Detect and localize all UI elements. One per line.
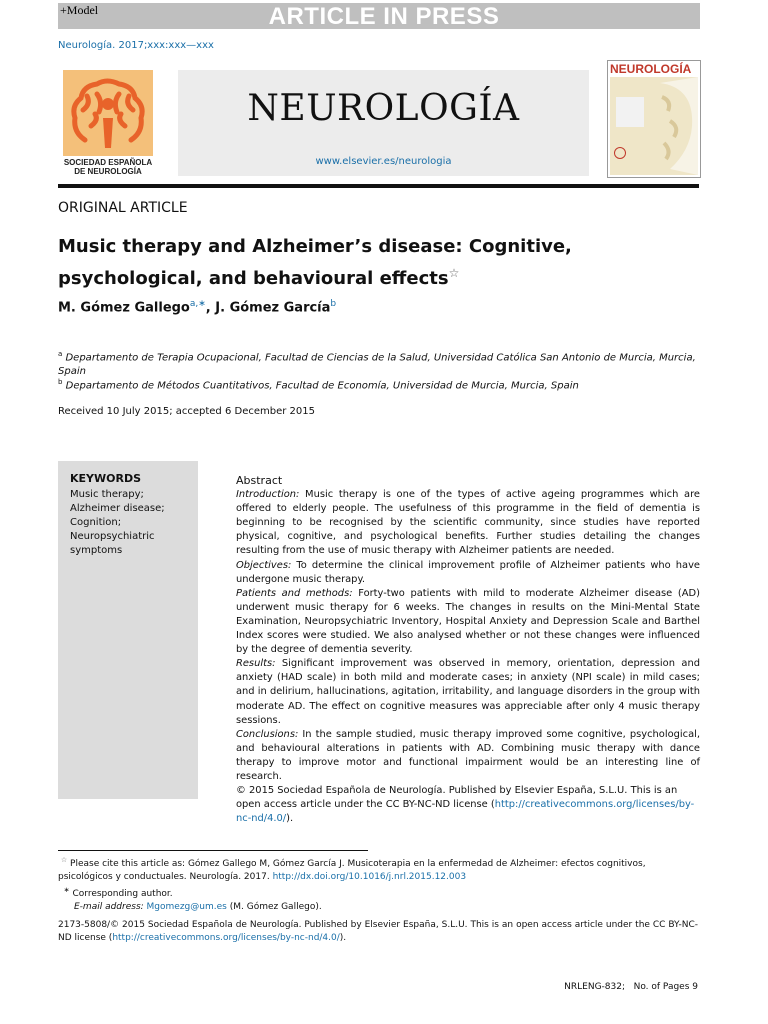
abstract-copyright (236, 784, 700, 826)
abstract-methods (236, 587, 700, 657)
keyword-item: Neuropsychiatric symptoms (70, 531, 155, 556)
doi-link[interactable]: http://dx.doi.org/10.1016/j.nrl.2015.12.003 (272, 872, 467, 882)
abstract-section-text: To determine the clinical improvement profile of Alzheimer patients who have undergone music therapy. (236, 559, 701, 585)
model-tag: +Model (60, 3, 99, 17)
keyword-item: Alzheimer disease; (70, 503, 165, 514)
email-label: E-mail address: (74, 902, 144, 912)
email-owner: (M. Gómez Gallego). (229, 902, 322, 912)
journal-cover-thumbnail (607, 60, 701, 178)
keyword-item: Music therapy; (70, 489, 144, 500)
affiliation-text: Departamento de Métodos Cuantitativos, Facultad de Economía, Universidad de Murcia, Murcia, Spain (65, 380, 579, 392)
citation-footnote-text: Please cite this article as: Gómez Gallego M, Gómez García J. Musicoterapia en la enfermedad de Alzheimer: efectos cognitivos, psicológicos y conductuales. Neurología. 2017. (58, 859, 646, 882)
citation-footnote (58, 854, 698, 884)
article-title (58, 233, 618, 292)
abstract-section-label: Conclusions: (236, 728, 299, 740)
abstract (236, 474, 700, 826)
cover-title: NEUROLOGÍA (610, 62, 692, 76)
article-type: ORIGINAL ARTICLE (58, 200, 188, 216)
affiliation-mark: b (58, 378, 63, 386)
keyword-item: Cognition; (70, 517, 122, 528)
abstract-heading: Abstract (236, 474, 283, 487)
journal-url-link[interactable]: www.elsevier.es/neurologia (315, 156, 452, 167)
corresponding-author-text: Corresponding author. (72, 889, 173, 899)
affiliation-mark: a (58, 350, 63, 358)
license-text: 2173-5808/© 2015 Sociedad Española de Neurología. Published by Elsevier España, S.L.U. This is an open access article under the CC BY-NC-ND license ( (58, 920, 698, 943)
society-name: SOCIEDAD ESPAÑOLA DE NEUROLOGÍA (63, 158, 153, 176)
brain-logo-icon (63, 70, 153, 156)
received-dates: Received 10 July 2015; accepted 6 December 2015 (58, 406, 315, 417)
affiliation-text: Departamento de Terapia Ocupacional, Facultad de Ciencias de la Salud, Universidad Católica San Antonio de Murcia, Murcia, Spain (58, 352, 696, 378)
copyright-end: ). (286, 813, 294, 825)
license-url-link[interactable]: http://creativecommons.org/licenses/by-nc-nd/4.0/ (112, 933, 340, 943)
license-link[interactable]: http://creativecommons.org/licenses/by-nc-nd/4.0/ (236, 799, 695, 825)
corresponding-author-footnote (58, 884, 698, 901)
abstract-section-label: Patients and methods: (236, 587, 353, 599)
header-rule (58, 184, 699, 188)
society-logo (58, 70, 158, 178)
abstract-section-label: Introduction: (236, 489, 300, 501)
article-in-press-label: ARTICLE IN PRESS (268, 3, 500, 30)
page-info: NRLENG-832; No. of Pages 9 (564, 982, 698, 992)
abstract-section-label: Objectives: (236, 559, 292, 571)
keywords-list (70, 488, 194, 558)
author-separator: , (205, 300, 216, 316)
title-footnote-star-icon[interactable]: ☆ (448, 266, 460, 280)
keywords-box (58, 461, 198, 799)
license-end: ). (339, 933, 347, 943)
footnote-star-icon: ☆ (60, 856, 68, 864)
abstract-section-text: Forty-two patients with mild to moderate Alzheimer disease (AD) underwent music therapy for 6 weeks. The changes in results on the Mini-Mental State Examination, Neuropsychiatric Inventory, Hospital Anxiety and Depression Scale and Barthel Index scores were studied. We also analysed whether or not these changes were influenced by the degree of dementia severity. (236, 587, 701, 656)
footnote-rule (58, 850, 368, 851)
author-affiliation-mark[interactable]: b (330, 299, 337, 309)
abstract-conclusions (236, 728, 700, 784)
keywords-heading: KEYWORDS (70, 472, 142, 485)
author-name: M. Gómez Gallego (58, 300, 190, 316)
journal-citation: Neurología. 2017;xxx:xxx—xxx (58, 40, 214, 51)
cover-text-block (616, 97, 644, 127)
cover-badge-icon (614, 147, 626, 159)
abstract-introduction (236, 488, 700, 558)
footnotes (58, 854, 698, 914)
article-title-text: Music therapy and Alzheimer’s disease: Cognitive, psychological, and behavioural effects (58, 236, 572, 289)
abstract-section-text: In the sample studied, music therapy improved some cognitive, psychological, and behavioural alterations in patients with AD. Combining music therapy with dance therapy to improve motor and functional impairment would be an interesting line of research. (236, 728, 701, 782)
license-statement (58, 919, 698, 945)
abstract-results (236, 657, 700, 727)
footnote-asterisk-icon: ∗ (63, 886, 70, 894)
author-name: J. Gómez García (215, 300, 331, 316)
copyright-text: © 2015 Sociedad Española de Neurología. Published by Elsevier España, S.L.U. This is an open access article under the CC BY-NC-ND license ( (236, 785, 678, 811)
abstract-section-text: Music therapy is one of the types of active ageing programmes which are offered to elderly people. The usefulness of this programme in the field of dementia is beginning to be recognised by the scientific community, since studies have reported physical, cognitive, and psychological benefits. Further studies detailing the changes resulting from the use of music therapy with Alzheimer patients are needed. (236, 489, 700, 557)
affiliation-b (58, 375, 698, 393)
author-affiliation-mark[interactable]: a,∗ (189, 299, 206, 309)
journal-title: NEUROLOGÍA (247, 88, 520, 129)
email-footnote (58, 901, 698, 914)
author-list (58, 299, 336, 315)
cover-artwork (610, 77, 698, 175)
email-link[interactable]: Mgomezg@um.es (146, 902, 227, 912)
journal-title-panel (178, 70, 589, 176)
abstract-section-label: Results: (236, 658, 276, 670)
abstract-section-text: Significant improvement was observed in memory, orientation, depression and anxiety (HAD scale) in both mild and moderate cases; in anxiety (NPI scale) in mild cases; and in delirium, hallucinations, agitation, irritability, and language disorders in the group with moderate AD. The effect on cognitive measures was appreciable after only 4 music therapy sessions. (236, 658, 700, 726)
abstract-objectives (236, 559, 700, 587)
